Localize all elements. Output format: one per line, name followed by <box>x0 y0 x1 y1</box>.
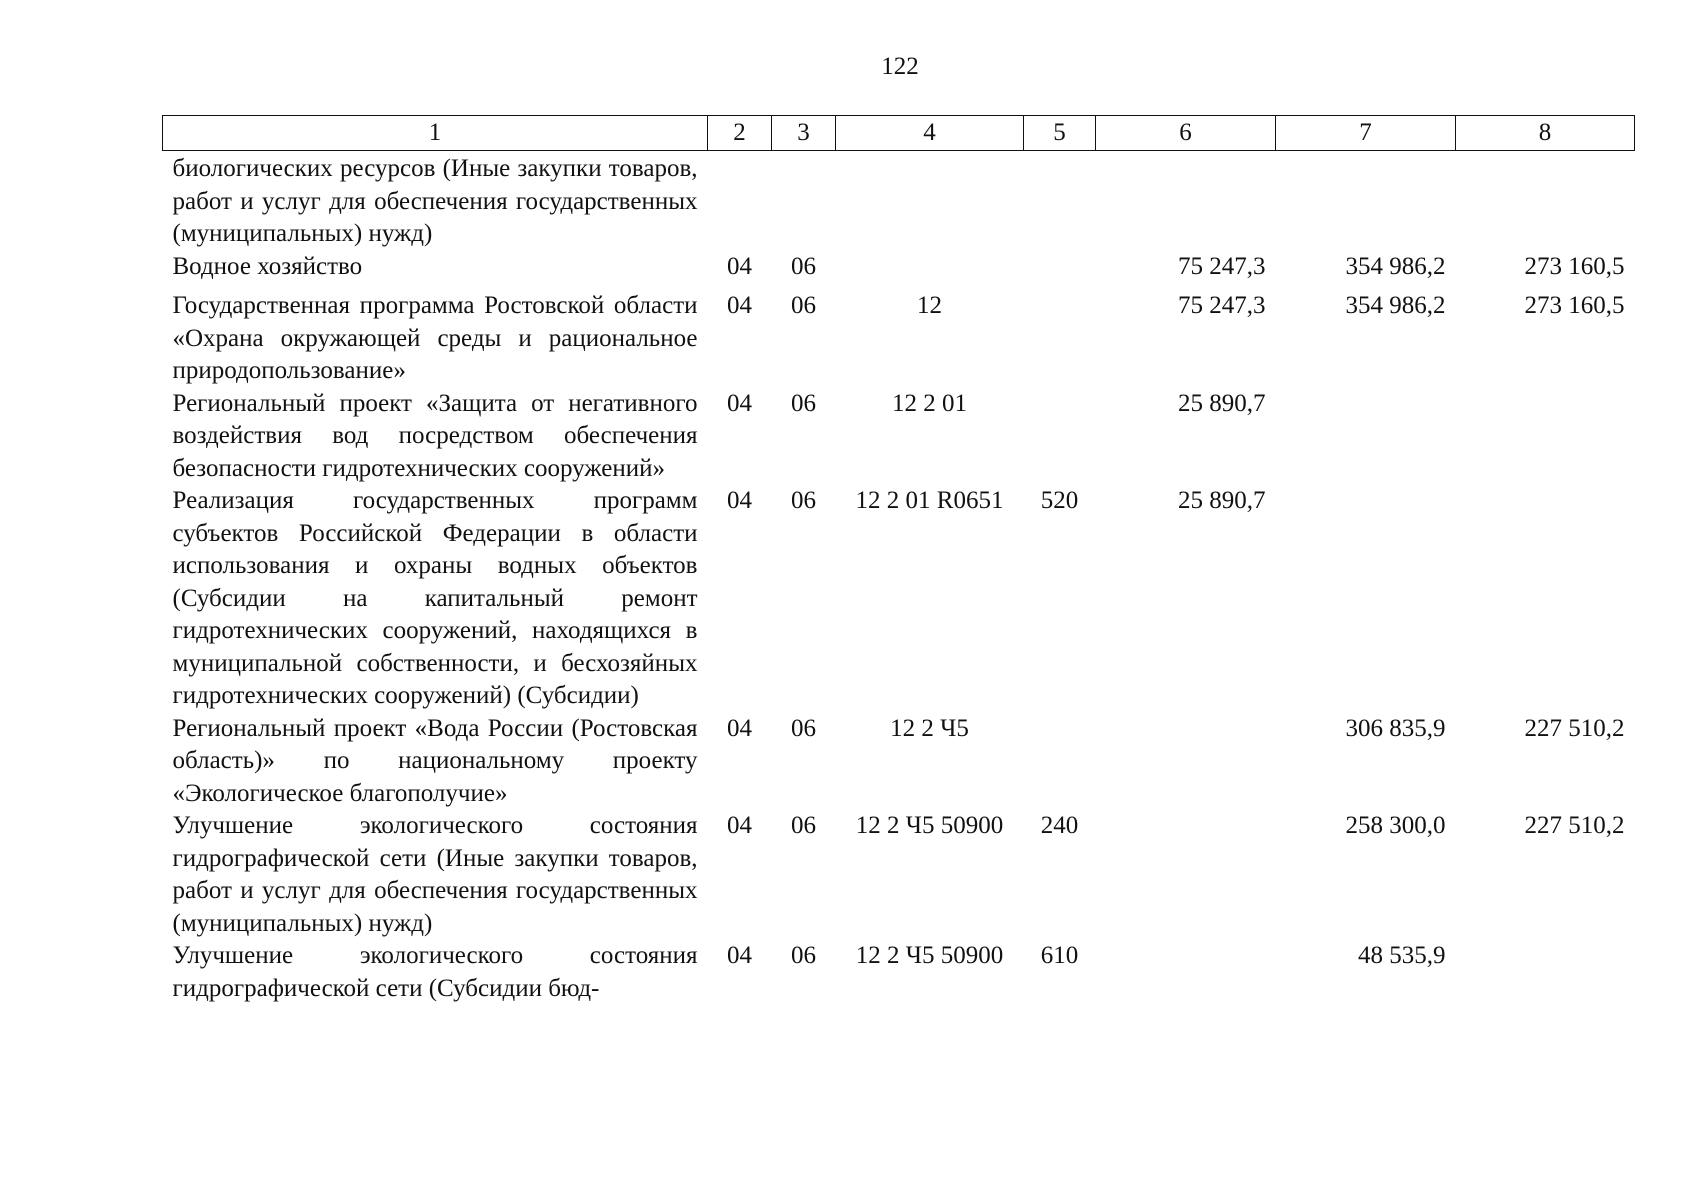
header-col-8: 8 <box>1456 116 1635 151</box>
header-col-2: 2 <box>708 116 772 151</box>
row-expense-type <box>1024 713 1096 811</box>
row-target-article <box>836 151 1024 251</box>
row-target-article: 12 2 01 <box>892 389 967 417</box>
row-subsection-code: 06 <box>791 942 816 969</box>
row-amount-year-3 <box>1456 151 1635 251</box>
table-row <box>163 485 1635 713</box>
row-amount-year-3: 227 510,2 <box>1524 714 1625 742</box>
row-subsection-code <box>772 151 836 251</box>
row-target-article <box>836 251 1024 284</box>
table-row <box>163 388 1635 486</box>
row-amount-year-1: 25 890,7 <box>1178 487 1266 514</box>
row-amount-year-3: 227 510,2 <box>1524 812 1625 839</box>
row-amount-year-2 <box>1276 151 1456 251</box>
row-section-code: 04 <box>727 487 752 514</box>
table-header <box>163 116 1635 151</box>
row-amount-year-1 <box>1096 713 1276 811</box>
row-subsection-code: 06 <box>791 812 816 839</box>
row-section-code: 04 <box>727 389 752 417</box>
row-section-code: 04 <box>727 292 752 319</box>
budget-table <box>162 115 1635 1005</box>
row-subsection-code: 06 <box>791 389 816 417</box>
header-col-1: 1 <box>163 116 708 151</box>
row-section-code: 04 <box>727 252 752 280</box>
table-row <box>163 283 1635 388</box>
header-col-7: 7 <box>1276 116 1456 151</box>
row-subsection-code: 06 <box>791 487 816 514</box>
row-amount-year-3: 273 160,5 <box>1524 252 1625 280</box>
row-amount-year-2 <box>1276 485 1456 713</box>
row-amount-year-2: 306 835,9 <box>1345 714 1446 742</box>
row-name: Региональный проект «Вода России (Ростовская область)» по национальному проекту «Экологическое благополучие» <box>172 714 698 807</box>
header-col-5: 5 <box>1024 116 1096 151</box>
row-name: Государственная программа Ростовской области «Охрана окружающей среды и рациональное природопользование» <box>172 292 698 384</box>
row-amount-year-2 <box>1276 388 1456 486</box>
row-expense-type <box>1024 151 1096 251</box>
row-name: Улучшение экологического состояния гидрографической сети (Субсидии бюд- <box>172 942 698 1002</box>
row-expense-type <box>1024 388 1096 486</box>
row-name: Реализация государственных программ субъектов Российской Федерации в области использования и охраны водных объектов (Субсидии на капитальный ремонт гидротехнических сооружений, находящихся в муниципальной собственности, и бесхозяйных гидротехнических сооружений) (Субсидии) <box>172 487 698 709</box>
row-target-article: 12 2 01 R0651 <box>855 487 1004 514</box>
row-amount-year-2: 354 986,2 <box>1345 252 1446 280</box>
row-expense-type <box>1024 283 1096 388</box>
row-subsection-code: 06 <box>791 292 816 319</box>
row-target-article: 12 2 Ч5 <box>890 714 969 742</box>
row-amount-year-1: 25 890,7 <box>1178 389 1266 417</box>
row-name: Улучшение экологического состояния гидрографической сети (Иные закупки товаров, работ и услуг для обеспечения государственных (муниципальных) нужд) <box>172 812 698 937</box>
row-amount-year-3: 273 160,5 <box>1524 292 1625 319</box>
row-section-code: 04 <box>727 942 752 969</box>
table-row <box>163 151 1635 251</box>
row-amount-year-3 <box>1456 940 1635 1005</box>
row-amount-year-3 <box>1456 485 1635 713</box>
row-amount-year-2: 258 300,0 <box>1345 812 1446 839</box>
row-target-article: 12 2 Ч5 50900 <box>855 942 1004 969</box>
row-subsection-code: 06 <box>791 252 816 280</box>
row-subsection-code: 06 <box>791 714 816 742</box>
row-expense-type <box>1024 251 1096 284</box>
header-col-6: 6 <box>1096 116 1276 151</box>
header-col-4: 4 <box>836 116 1024 151</box>
row-expense-type: 240 <box>1040 812 1079 839</box>
row-target-article: 12 <box>917 292 942 319</box>
table-body <box>163 151 1635 1006</box>
row-amount-year-1 <box>1096 151 1276 251</box>
table-row <box>163 940 1635 1005</box>
header-col-3: 3 <box>772 116 836 151</box>
row-amount-year-3 <box>1456 388 1635 486</box>
row-section-code: 04 <box>727 714 752 742</box>
row-amount-year-1 <box>1096 940 1276 1005</box>
row-name: Водное хозяйство <box>172 252 363 280</box>
row-amount-year-2: 48 535,9 <box>1358 942 1446 969</box>
header-row <box>163 116 1635 151</box>
table-row <box>163 251 1635 284</box>
row-name: биологических ресурсов (Иные закупки товаров, работ и услуг для обеспечения государственных (муниципальных) нужд) <box>172 155 698 247</box>
row-name: Региональный проект «Защита от негативного воздействия вод посредством обеспечения безопасности гидротехнических сооружений» <box>172 389 698 482</box>
page-number: 122 <box>881 53 919 80</box>
row-amount-year-2: 354 986,2 <box>1345 292 1446 319</box>
row-section-code <box>708 151 772 251</box>
row-amount-year-1: 75 247,3 <box>1178 292 1266 319</box>
row-target-article: 12 2 Ч5 50900 <box>855 812 1004 839</box>
row-expense-type: 610 <box>1040 942 1079 969</box>
row-expense-type: 520 <box>1040 487 1079 514</box>
table-row <box>163 713 1635 811</box>
row-amount-year-1 <box>1096 810 1276 940</box>
row-section-code: 04 <box>727 812 752 839</box>
row-amount-year-1: 75 247,3 <box>1178 252 1266 280</box>
table-row <box>163 810 1635 940</box>
